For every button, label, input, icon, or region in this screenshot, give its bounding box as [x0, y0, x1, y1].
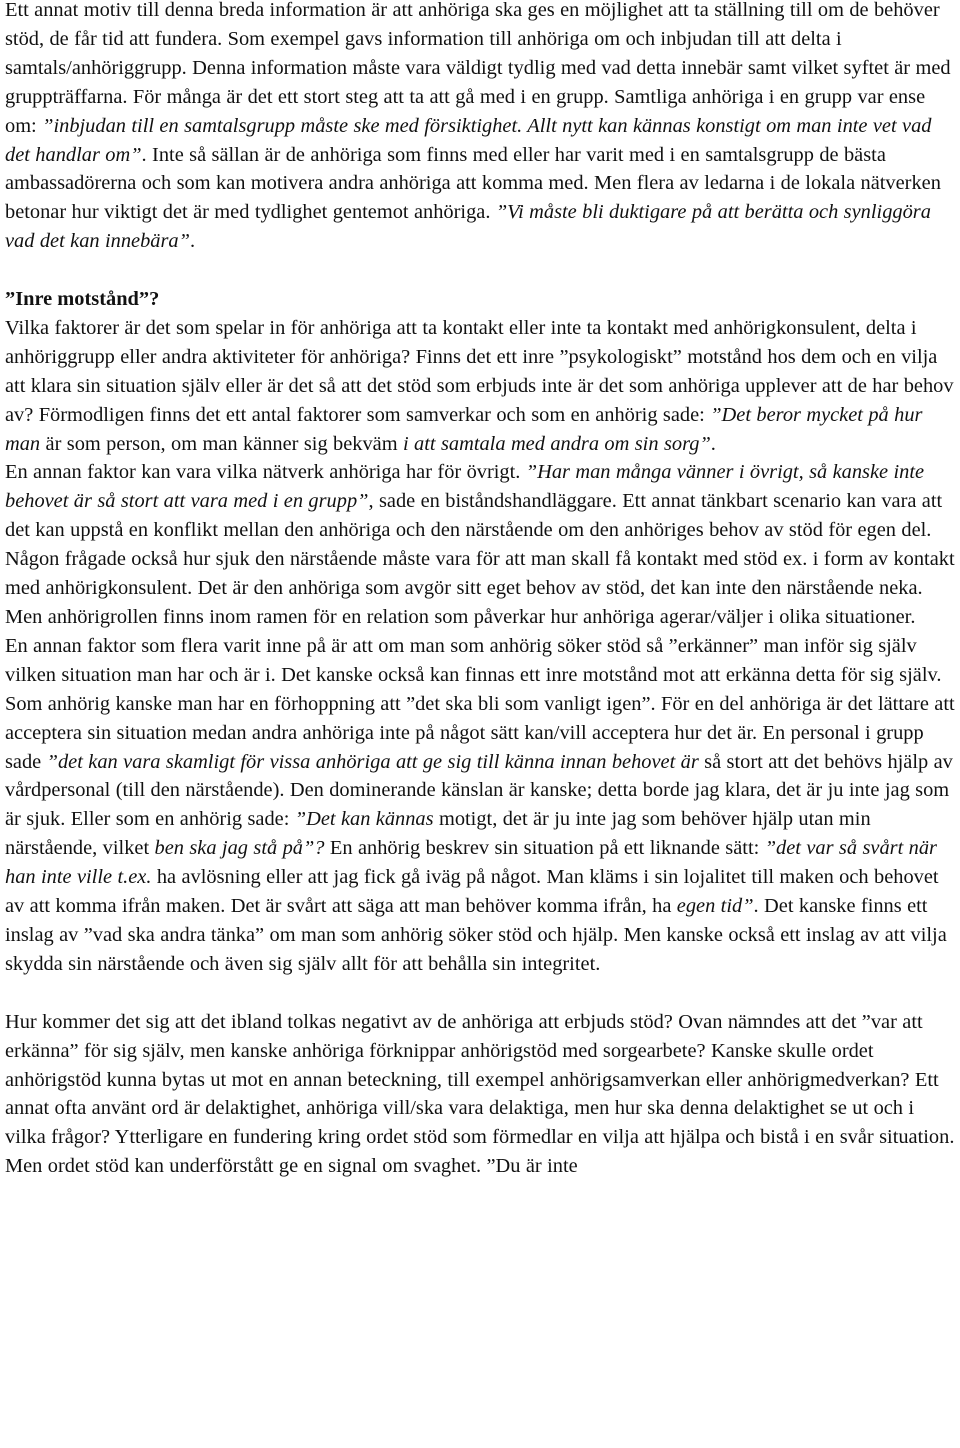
italic-quote: ”Det kan kännas: [294, 808, 434, 831]
paragraph-spacer: [5, 256, 960, 285]
paragraph-erkanner: [5, 632, 960, 979]
text-run: . Inte så sällan är de anhöriga som finns med eller har varit med i en samtalsgrupp de bästa ambassadörerna och som kan motivera andra anhöriga att komma med. Men flera av ledarna i de lokala nätverken betonar hur viktigt det är med tydlighet gentemot anhöriga.: [5, 143, 941, 224]
text-run: Ett annat motiv till denna breda information är att anhöriga ska ges en möjlighet att ta ställning till om de behöver stöd, de får tid att fundera. Som exempel gavs information till anhöriga om och inbjudan till att delta i samtals/anhöriggrupp. Denna information måste vara väldigt tydlig med vad detta innebär samt vilket syftet är med gruppträffarna. För många är det ett stort steg att ta att gå med i en grupp. Samtliga anhöriga i en grupp var ense om:: [5, 0, 951, 137]
italic-quote: ”Har man många vänner i övrigt, så kanske inte behovet är så stort att vara med i en grupp”: [5, 461, 925, 513]
text-run: är som person, om man känner sig bekväm: [40, 432, 403, 455]
italic-quote: ”inbjudan till en samtalsgrupp måste ske med försiktighet. Allt nytt kan kännas konstigt om man inte vet vad det handlar om”: [5, 114, 932, 166]
text-run: motigt, det är ju inte jag som behöver hjälp utan min närstående, vilket: [5, 808, 871, 860]
paragraph-spacer: [5, 979, 960, 1008]
text-run: . Det kanske finns ett inslag av ”vad ska andra tänka” om man som anhörig söker stöd och hjälp. Men kanske också ett inslag av att vilja skydda sin närstående och även sig själv allt för att behålla sin integritet.: [5, 895, 947, 975]
italic-quote: ”det kan vara skamligt för vissa anhöriga att ge sig till känna innan behovet är: [46, 750, 699, 773]
text-run: .: [189, 230, 196, 253]
paragraph-natverk: [5, 458, 960, 631]
text-run: Hur kommer det sig att det ibland tolkas negativt av de anhöriga att erbjuds stöd? Ovan nämndes att det ”var att erkänna” för sig själv, men kanske anhöriga förknippar anhörigstöd med sorgearbete? Kanske skulle ordet anhörigstöd kunna bytas ut mot en annan beteckning, till exempel anhörigsamverkan eller anhörigmedverkan? Ett annat ofta använt ord är delaktighet, anhöriga vill/ska vara delaktiga, men hur ska denna delaktighet se ut och i vilka frågor? Ytterligare en fundering kring ordet stöd som förmedlar en vilja att hjälpa och bistå i en svår situation. Men ordet stöd kan underförstått ge en signal om svaghet. ”Du är inte: [5, 1010, 955, 1178]
italic-quote: ”det var så svårt när han inte ville t.ex.: [5, 837, 937, 889]
italic-quote: ”Det beror mycket på hur man: [5, 403, 923, 455]
text-run: .: [710, 432, 716, 455]
text-run: En anhörig beskrev sin situation på ett liknande sätt:: [324, 837, 765, 860]
document-page: [5, 0, 960, 1181]
italic-quote: ben ska jag stå på”?: [154, 837, 325, 860]
text-run: , sade en biståndshandläggare. Ett annat tänkbart scenario kan vara att det kan uppstå en konflikt mellan den anhöriga och den närstående om den anhöriges behov av stöd för egen del. Någon frågade också hur sjuk den närstående måste vara för att man skall få kontakt med stöd ex. i form av kontakt med anhörigkonsulent. Det är den anhöriga som avgör sitt eget behov av stöd, det kan inte den närstående neka. Men anhörigrollen finns inom ramen för en relation som påverkar hur anhöriga agerar/väljer i olika situationer.: [5, 490, 955, 629]
paragraph-faktorer: [5, 314, 960, 459]
section-heading: ”Inre motstånd”?: [5, 288, 160, 311]
italic-quote: egen tid”: [676, 895, 754, 918]
text-run: En annan faktor som flera varit inne på är att om man som anhörig söker stöd så ”erkänner” man inför sig själv vilken situation man har och är i. Det kanske också kan finnas ett inre motstånd mot att erkänna detta för sig själv. Som anhörig kanske man har en förhoppning att ”det ska bli som vanligt igen”. För en del anhöriga är det lättare att acceptera sin situation medan andra anhöriga inte på något sätt kan/vill acceptera hur det är. En personal i grupp sade: [5, 634, 955, 773]
text-run: ha avlösning eller att jag fick gå iväg på något. Man kläms i sin lojalitet till maken och behovet av att komma ifrån maken. Det är svårt att säga att man behöver komma ifrån, ha: [5, 866, 939, 918]
italic-quote: i att samtala med andra om sin sorg”: [402, 432, 711, 455]
text-run: så stort att det behövs hjälp av vårdpersonal (till den närstående). Den dominerande känslan är kanske; detta borde jag klara, det är ju inte jag som är sjuk. Eller som en anhörig sade:: [5, 750, 953, 831]
text-run: Vilka faktorer är det som spelar in för anhöriga att ta kontakt eller inte ta kontakt med anhörigkonsulent, delta i anhöriggrupp eller andra aktiviteter för anhöriga? Finns det ett inre ”psykologiskt” motstånd hos dem och en vilja att klara sin situation själv eller är det så att det stöd som erbjuds inte är det som anhöriga upplever att de har behov av? Förmodligen finns det ett antal faktorer som samverkar och som en anhörig sade:: [5, 316, 954, 426]
paragraph-tolkas-negativt: [5, 1008, 960, 1181]
italic-quote: ”Vi måste bli duktigare på att berätta och synliggöra vad det kan innebära”: [5, 201, 931, 253]
text-run: En annan faktor kan vara vilka nätverk anhöriga har för övrigt.: [5, 461, 526, 484]
paragraph-anhoriga-information: [5, 0, 960, 256]
